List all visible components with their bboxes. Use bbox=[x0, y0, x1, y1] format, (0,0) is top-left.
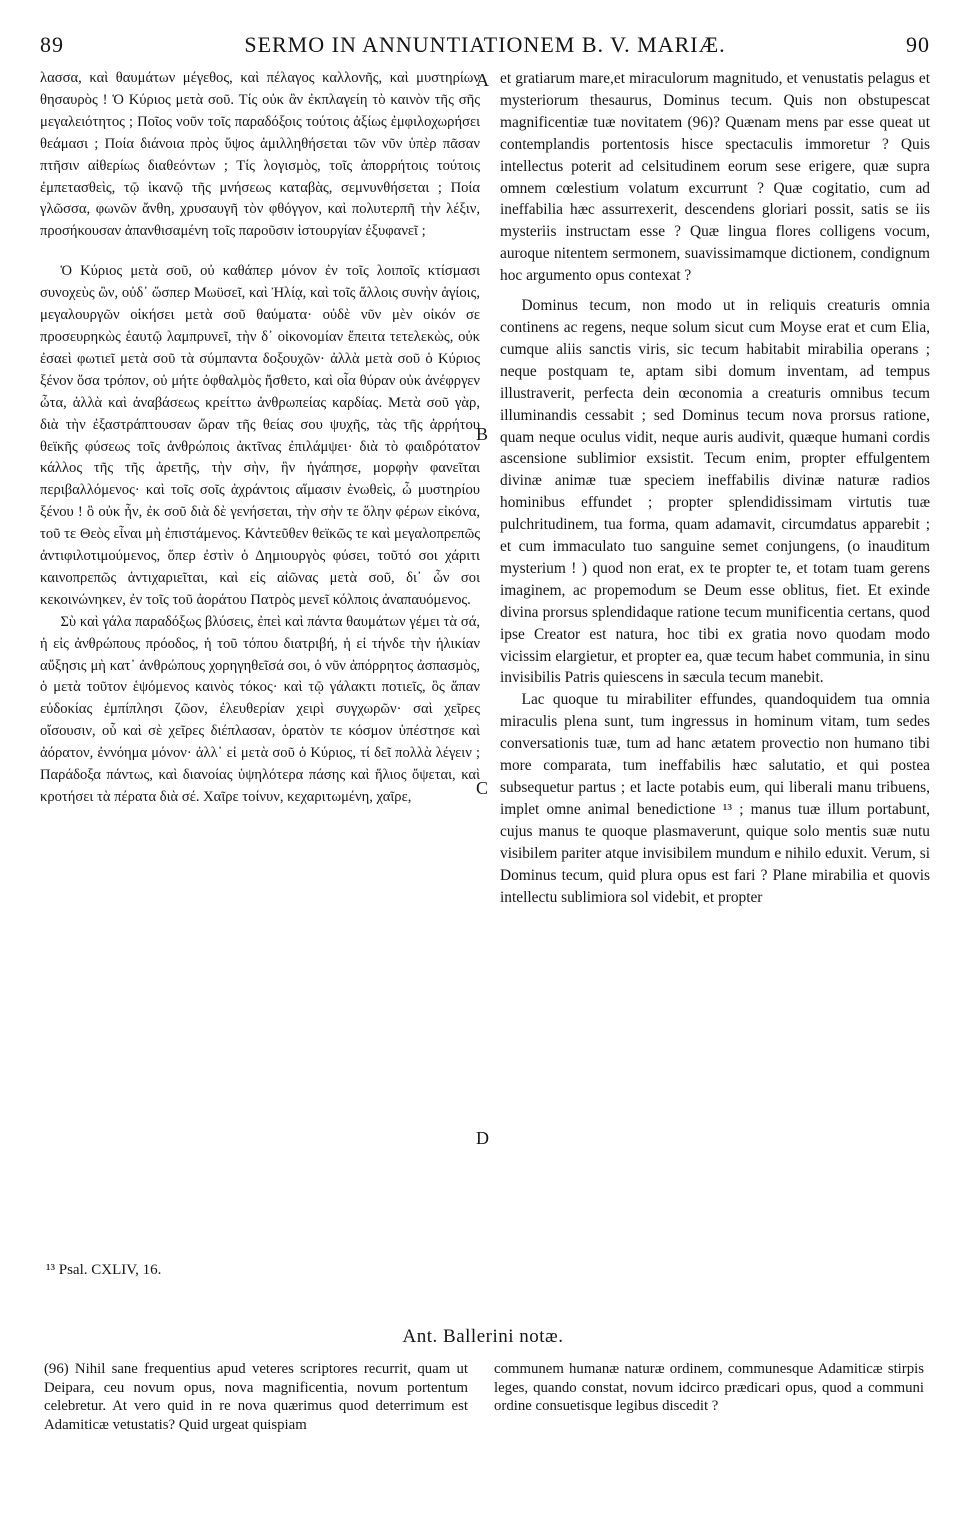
latin-paragraph-2: Dominus tecum, non modo ut in reliquis creaturis omnia continens ac regens, neque solum sicut cum Moyse erat et cum Elia, cumque aliis sanctis viris, sic tecum habitabit mirabilia operans ; neque postquam te, aptam sibi domum inventam, ad tempus illustraverit, perfecta dein œconomia a creaturis omnibus tecum illuminandis cessabit ; sed Dominus tecum nova prorsus ratione, quam neque oculus vidit, neque auris audivit, quæque humani cordis ascensione sublimior exsistit. Tecum enim, propter effulgentem divinæ animæ tuæ speciem ineffabilis divinæ naturæ radios hominibus effundet ; propter splendidissimam virtutis tuæ pulchritudinem, tua forma, quam adamavit, circumdatus apparebit ; et cum immaculato tuo sanguine semet conjungens, (o inauditum mysterium ! ) quod non erat, ex te propter te, et totam tuam gerens imaginem, ac propemodum se Deum esse oblitus, fiet. Et exinde divina prorsus splendidaque ratione tecum munificentia certans, quod ipse Creator est natura, hoc tibi ex gratia novo quodam modo vicissim elargietur, et propter ea, quæ tecum habet communia, in sinu invisibilis Patris quiescens in sæcula tecum manebit. bbox=[500, 297, 930, 687]
running-header bbox=[40, 32, 930, 60]
greek-paragraph-2: Ὁ Κύριος μετὰ σοῦ, οὐ καθάπερ μόνον ἐν τοῖς λοιποῖς κτίσμασι συνοχεὺς ὢν, οὐδ᾽ ὥσπερ Μωϋσεῖ, καὶ Ἠλίᾳ, καὶ τοῖς ἄλλοις συνὴν ἁγίοις, μεγαλουργῶν οἰκήσει μετὰ σοῦ θαύματα· οὐδὲ νῦν μὲν οἰκόν σε προσευρηκὼς ἑαυτῷ λαμπρυνεῖ, τὴν δ᾽ οἰκονομίαν ἔπειτα τετελεκὼς, οὐκ ἐσαεὶ φωτιεῖ μετὰ σοῦ τὰ σύμπαντα δοξουχῶν· ἀλλὰ μετὰ σοῦ ὁ Κύριος ξένον ὅσα τρόπον, οὐ μήτε ὀφθαλμὸς ἤσθετο, καὶ οἷα θύραν οὐκ ἀνέφργεν ὦτα, ἀλλὰ καὶ ἀναβάσεως κρείττω ἀνθρωπείας καρδίας. Μετὰ σοῦ γὰρ, διὰ τὴν ἐξαστράπτουσαν ὥραν τῆς θείας σου ψυχῆς, τὰς τῆς ἀρρήτου θεϊκῆς φύσεως τοῖς ἀνθρώποις ἀκτῖνας ἐπιλάμψει· διὰ τὸ φαιδρότατον κάλλος τῆς τῆς ἀρετῆς, τὴν σὴν, ἣν ἠγάπησε, μορφὴν φανεῖται περιβαλλόμενος· καὶ τοῖς σοῖς ἀχράντοις αἵμασιν ἑνωθεὶς, ὦ μυστηρίου ξένου ! ὃ οὐκ ἦν, ἐκ σοῦ διὰ δὲ γενήσεται, τὴν σὴν τε ὅλην φέρων εἰκόνα, τοῦ τε Θεὸς εἶναι μὴ ἐπιστάμενος. Κἀντεῦθεν θεϊκῶς τε καὶ μεγαλοπρεπῶς ἀντιφιλοτιμούμενος, ὅπερ ἐστὶν ὁ Δημιουργὸς φύσει, τοῦτό σοι χάριτι καινοπρεπῶς ἀντιχαριεῖται, καὶ εἰς αἰῶνας μετὰ σοῦ, δι᾽ ὧν σοι κεκοινώνηκεν, ἐν τοῖς τοῦ ἀοράτου Πατρὸς μενεῖ κόλποις ἀναπαυόμενος. bbox=[40, 263, 480, 608]
footnote: ¹³ Psal. CXLIV, 16. bbox=[46, 1262, 162, 1278]
margin-marker-b: B bbox=[476, 424, 489, 444]
notes-title: Ant. Ballerini notæ. bbox=[402, 1326, 564, 1347]
note-right-column: communem humanæ naturæ ordinem, communesque Adamiticæ stirpis leges, quando constat, novum idcirco prædicari opus, quod a communi ordine consuetisque legibus discedit ? bbox=[494, 1361, 924, 1414]
margin-marker-d: D bbox=[476, 1128, 489, 1148]
greek-column bbox=[40, 68, 480, 809]
margin-marker-c: C bbox=[476, 778, 489, 798]
greek-paragraph-3: Σὺ καὶ γάλα παραδόξως βλύσεις, ἐπεὶ καὶ πάντα θαυμάτων γέμει τὰ σά, ἡ εἰς ἀνθρώπους πρόοδος, ἡ τοῦ τόπου διατριβή, ἡ εἰ τήνδε τὴν ἡλικίαν αὔξησις μὴ κατ᾽ ἀνθρώπους χορηγηθεῖσά σοι, ὁ νῦν ἀπόρρητος ἀσπασμὸς, ὁ μετὰ τοῦτον ἑψόμενος καινὸς τόκος· καὶ τῷ γάλακτι ποτιεῖς, ὃς ἅπαν εὐδοκίας ἐμπίπλησι ζῶον, ἐλευθερίαν χειρὶ συγχωρῶν· σαὶ χεῖρες οἴσουσιν, οὗ καὶ σὲ χεῖρες διέπλασαν, ὁρατὸν τε κόσμον ὑπέστησε καὶ ἀόρατον, ἐννόημα μόνον· ἀλλ᾽ εἰ μετὰ σοῦ ὁ Κύριος, τί δεῖ πολλὰ λέγειν ; Παράδοξα πάντως, καὶ διανοίας ὑψηλότερα πάσης καὶ ἥλιος ὄψεται, καὶ κροτήσει τὰ πέρατα διὰ σέ. Χαῖρε τοίνυν, κεχαριτωμένη, χαῖρε, bbox=[40, 613, 480, 805]
page-number-right: 90 bbox=[906, 32, 930, 57]
latin-paragraph-1: et gratiarum mare,et miraculorum magnitudo, et venustatis pelagus et mysteriorum thesaurus, Dominus tecum. Quis non obstupescat magnificentiæ tuæ novitatem (96)? Quænam mens par esse queat ut contemplandis portentosis hisce spectaculis immoretur ? Quis intellectus poterit ad celsitudinem eorum sese erigere, quæ supra omnem cœlestium volatum excurrunt ? Quæ cogitatio, cum ad ineffabilia hæc assurrexerit, descendens gloriari possit, satis se iis mysteriis instructam esse ? Quæ lingua flores colligens vocum, auroque nitentem sermonem, suavissimamque dictionem, condignum hoc argumento opus contexat ? bbox=[500, 70, 930, 285]
latin-paragraph-3: Lac quoque tu mirabiliter effundes, quandoquidem tua omnia miraculis plena sunt, tum ingressus in hominum vitam, tum sedes conversationis tuæ, tum ad hanc ætatem provectio non humano tibi more comparata, tum ineffabilis hæc salutatio, et qui postea subsequetur partus ; et lacte potabis eum, qui liberali manu tribuens, implet omne animal benedictione ¹³ ; manus tuæ illum portabunt, cujus manus te quoque plasmaverunt, quique solo mentis suæ nutu visibilem pariter atque invisibilem mundum e nihilo eduxit. Verum, si Dominus tecum, quid plura opus est fari ? Plane mirabilia et quovis intellectu sublimiora sol videbit, et propter bbox=[500, 691, 930, 906]
margin-marker-a: A bbox=[476, 70, 489, 90]
page-number-left: 89 bbox=[40, 32, 64, 57]
running-head: SERMO IN ANNUNTIATIONEM B. V. MARIÆ. bbox=[244, 32, 726, 57]
latin-column bbox=[500, 68, 930, 908]
greek-paragraph-1: λασσα, καὶ θαυμάτων μέγεθος, καὶ πέλαγος καλλονῆς, καὶ μυστηρίων θησαυρὸς ! Ὁ Κύριος μετὰ σοῦ. Τίς οὐκ ἂν ἐκπλαγείη τὸ καινὸν τῆς σῆς μεγαλειότητος ; Ποῖος νοῦν τοῖς παραδόξοις τούτοις ἀξίως ἐμφιλοχωρήσει θεάμασι ; Ποία διάνοια πρὸς ὕψος ἁμιλληθήσεται τῶν νῦν ὑπὲρ πᾶσαν πτῆσιν αἰθερίως διαθεόντων ; Τίς λογισμὸς, τοῖς ἀπορρήτοις τούτοις ἐμπετασθεὶς, τῷ ἱκανῷ τῆς μνήσεως καταβὰς, σεμνυνθήσεται ; Ποία γλῶσσα, φωνῶν ἄνθη, χρυσαυγῆ τὸν φθόγγον, καὶ πολυτερπῆ τὴν λέξιν, προσήκουσαν ἀπανθισαμένη τοῖς παροῦσιν ἱστουργίαν ἐξυφανεῖ ; bbox=[40, 70, 480, 240]
note-left-column: (96) Nihil sane frequentius apud veteres scriptores recurrit, quam ut Deipara, ceu novum opus, nova magnificentia, novum portentum celebretur. At vero quid in re nova quærimus quod deterrimum est Adamiticæ vetustatis? Quid urgeat quispiam bbox=[44, 1361, 468, 1433]
